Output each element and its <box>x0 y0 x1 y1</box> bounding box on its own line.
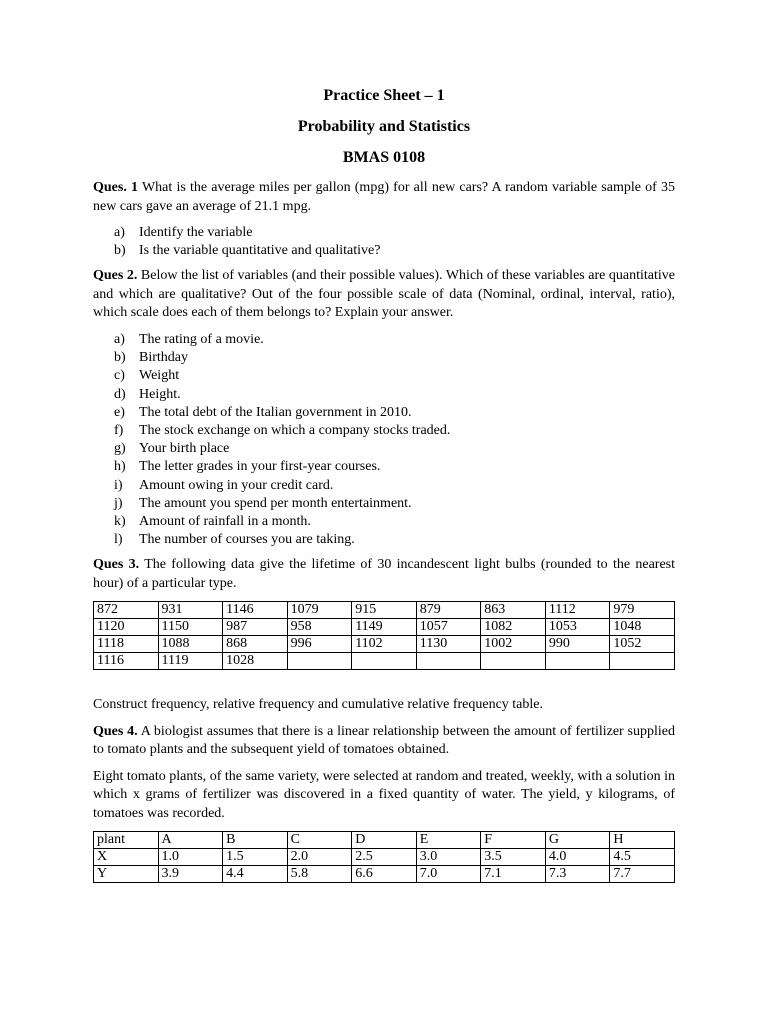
table-cell: F <box>481 832 546 849</box>
list-item-marker: b) <box>114 243 126 259</box>
list-item <box>93 331 675 349</box>
table-cell: 1119 <box>158 653 223 670</box>
question-2-list <box>93 331 675 549</box>
table-cell: 4.5 <box>610 849 675 866</box>
table-cell <box>481 653 546 670</box>
table-cell: 1150 <box>158 619 223 636</box>
table-cell: 1052 <box>610 636 675 653</box>
table-cell: 1082 <box>481 619 546 636</box>
table-row <box>94 619 675 636</box>
table-cell: 931 <box>158 602 223 619</box>
list-item <box>93 495 675 513</box>
table-cell <box>416 653 481 670</box>
table-row <box>94 866 675 883</box>
table-cell: 1130 <box>416 636 481 653</box>
table-cell: 1116 <box>94 653 159 670</box>
table-cell: C <box>287 832 352 849</box>
table-cell: 879 <box>416 602 481 619</box>
list-item <box>93 224 675 242</box>
table-cell: 1079 <box>287 602 352 619</box>
list-item <box>93 531 675 549</box>
list-item-marker: l) <box>114 532 123 548</box>
question-1-text: What is the average miles per gallon (mpg) for all new cars? A random variable sample of 35 new cars gave an average of 21.1 mpg. <box>93 180 675 214</box>
table-cell: 987 <box>223 619 288 636</box>
question-4-text-2: Eight tomato plants, of the same variety, were selected at random and treated, weekly, with a solution in which x grams of fertilizer was discovered in a fixed quantity of water. The yield, y kilograms, of tomatoes was recorded. <box>93 768 675 821</box>
list-item <box>93 367 675 385</box>
question-3-instruction: Construct frequency, relative frequency and cumulative relative frequency table. <box>93 697 543 713</box>
table-cell: 4.4 <box>223 866 288 883</box>
list-item-marker: j) <box>114 495 123 511</box>
list-item-text: The letter grades in your first-year courses. <box>139 459 381 475</box>
table-cell: 1048 <box>610 619 675 636</box>
table-cell: 2.5 <box>352 849 417 866</box>
list-item-text: The total debt of the Italian government in 2010. <box>139 404 412 420</box>
table-cell: 1057 <box>416 619 481 636</box>
sheet-title: Practice Sheet – 1 <box>323 87 445 104</box>
table-cell: 872 <box>94 602 159 619</box>
table-cell: 3.0 <box>416 849 481 866</box>
list-item <box>93 349 675 367</box>
question-3-text: The following data give the lifetime of 30 incandescent light bulbs (rounded to the nearest hour) of a particular type. <box>93 557 675 591</box>
list-item-marker: b) <box>114 350 126 366</box>
table-cell: 6.6 <box>352 866 417 883</box>
list-item <box>93 242 675 260</box>
question-4 <box>93 723 675 760</box>
table-row <box>94 602 675 619</box>
table-cell: 7.3 <box>545 866 610 883</box>
list-item-marker: a) <box>114 225 125 240</box>
bulb-lifetime-table <box>93 601 675 670</box>
list-item-marker: e) <box>114 404 125 420</box>
list-item-text: Amount owing in your credit card. <box>139 477 334 493</box>
table-cell: 1120 <box>94 619 159 636</box>
subject-title: Probability and Statistics <box>297 118 471 135</box>
list-item <box>93 513 675 531</box>
table-cell: Y <box>94 866 159 883</box>
table-cell: 1088 <box>158 636 223 653</box>
table-cell: 1002 <box>481 636 546 653</box>
table-cell <box>610 653 675 670</box>
table-cell: 915 <box>352 602 417 619</box>
table-cell: 1112 <box>545 602 610 619</box>
table-row <box>94 653 675 670</box>
table-cell: 4.0 <box>545 849 610 866</box>
list-item-text: The rating of a movie. <box>139 331 264 347</box>
list-item-marker: a) <box>114 331 125 347</box>
table-cell: 1028 <box>223 653 288 670</box>
document-content <box>93 86 675 883</box>
question-1-list <box>93 224 675 260</box>
table-cell: 1146 <box>223 602 288 619</box>
list-item-text: Weight <box>139 368 180 384</box>
table-cell: 958 <box>287 619 352 636</box>
table-cell: E <box>416 832 481 849</box>
list-item-text: The amount you spend per month entertainment. <box>139 495 412 511</box>
table-cell: 3.9 <box>158 866 223 883</box>
table-cell: D <box>352 832 417 849</box>
list-item-text: Birthday <box>139 350 188 366</box>
table-cell: 990 <box>545 636 610 653</box>
list-item-marker: c) <box>114 368 125 384</box>
question-4-label: Ques 4. <box>93 723 138 739</box>
table-cell: 863 <box>481 602 546 619</box>
list-item-text: Height. <box>139 386 181 402</box>
list-item-marker: h) <box>114 459 126 475</box>
list-item <box>93 386 675 404</box>
table-cell: G <box>545 832 610 849</box>
table-cell: plant <box>94 832 159 849</box>
course-code: BMAS 0108 <box>342 149 426 166</box>
table-cell: 7.1 <box>481 866 546 883</box>
table-cell: B <box>223 832 288 849</box>
table-cell: 3.5 <box>481 849 546 866</box>
list-item-marker: g) <box>114 441 126 457</box>
table-cell: 1118 <box>94 636 159 653</box>
table-cell: 868 <box>223 636 288 653</box>
table-cell: H <box>610 832 675 849</box>
list-item-text: Is the variable quantitative and qualitative? <box>139 243 381 259</box>
list-item-text: Your birth place <box>139 441 230 457</box>
question-1-label: Ques. 1 <box>93 180 139 195</box>
list-item-marker: f) <box>114 422 124 438</box>
table-cell <box>287 653 352 670</box>
list-item-marker: i) <box>114 477 123 493</box>
question-4-text: A biologist assumes that there is a linear relationship between the amount of fertilizer supplied to tomato plants and the subsequent yield of tomatoes obtained. <box>93 723 675 758</box>
question-3 <box>93 556 675 593</box>
table-row <box>94 636 675 653</box>
list-item <box>93 458 675 476</box>
question-2 <box>93 267 675 323</box>
table-cell: 1.5 <box>223 849 288 866</box>
list-item-text: The number of courses you are taking. <box>139 532 355 548</box>
table-row <box>94 849 675 866</box>
table-cell: 979 <box>610 602 675 619</box>
list-item-marker: k) <box>114 513 126 529</box>
list-item <box>93 422 675 440</box>
question-2-text: Below the list of variables (and their possible values). Which of these variables are quantitative and which are qualitative? Out of the four possible scale of data (Nominal, ordinal, interval, ratio), which scale does each of them belongs to? Explain your answer. <box>93 268 675 321</box>
table-cell: 1149 <box>352 619 417 636</box>
list-item-text: Amount of rainfall in a month. <box>139 513 311 529</box>
list-item-marker: d) <box>114 386 126 402</box>
table-cell: 7.7 <box>610 866 675 883</box>
table-cell <box>545 653 610 670</box>
question-3-label: Ques 3. <box>93 557 140 573</box>
question-1 <box>93 179 675 216</box>
table-cell: 2.0 <box>287 849 352 866</box>
list-item-text: The stock exchange on which a company stocks traded. <box>139 422 451 438</box>
table-cell: 1102 <box>352 636 417 653</box>
table-cell: A <box>158 832 223 849</box>
list-item <box>93 440 675 458</box>
list-item <box>93 477 675 495</box>
table-row <box>94 832 675 849</box>
list-item-text: Identify the variable <box>139 225 253 240</box>
table-cell <box>352 653 417 670</box>
table-cell: X <box>94 849 159 866</box>
table-cell: 5.8 <box>287 866 352 883</box>
table-cell: 1053 <box>545 619 610 636</box>
question-2-label: Ques 2. <box>93 268 138 284</box>
fertilizer-yield-table <box>93 831 675 883</box>
table-cell: 7.0 <box>416 866 481 883</box>
table-cell: 996 <box>287 636 352 653</box>
table-cell: 1.0 <box>158 849 223 866</box>
list-item <box>93 404 675 422</box>
